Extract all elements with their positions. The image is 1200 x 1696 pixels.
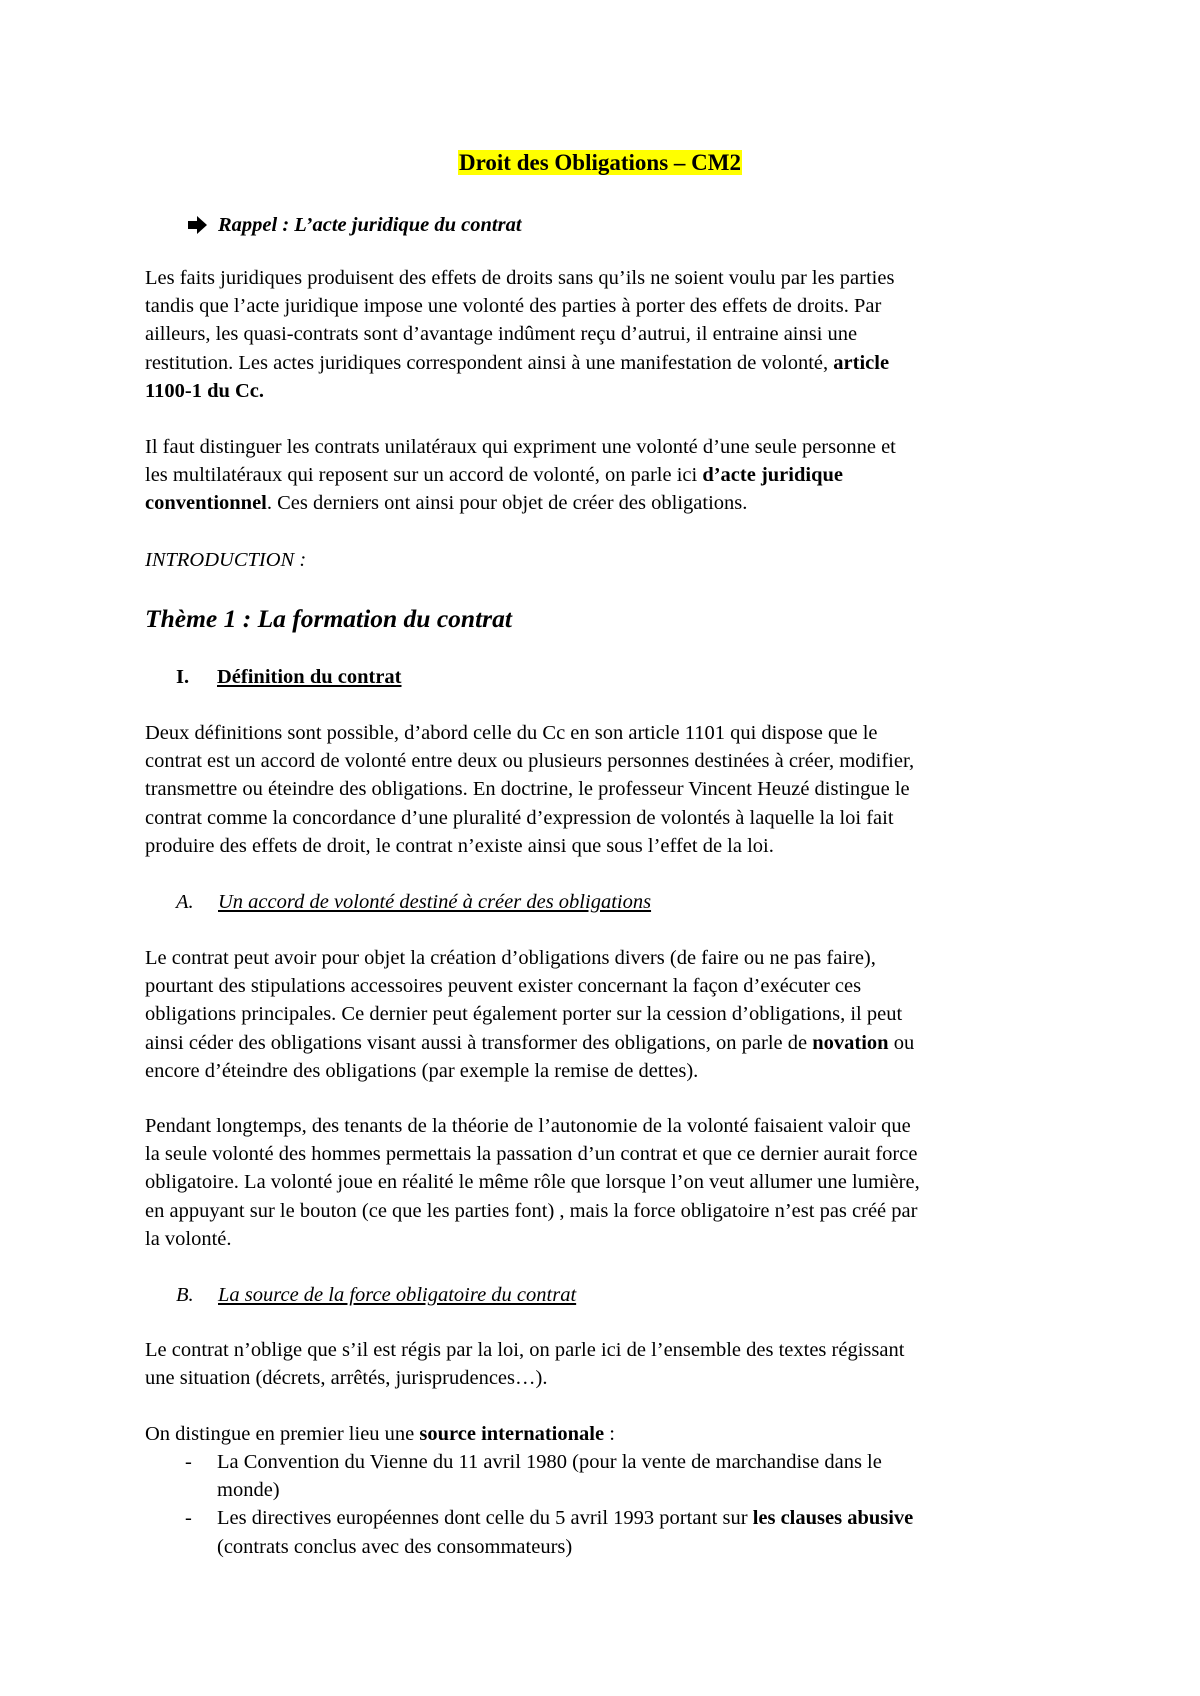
section-i-heading xyxy=(176,663,402,691)
list-item-text: Les directives européennes dont celle du 5 avril 1993 portant sur xyxy=(217,1507,753,1530)
section-title: Définition du contrat xyxy=(217,666,402,688)
paragraph-definitions: Deux définitions sont possible, d’abord celle du Cc en son article 1101 qui dispose que le contrat est un accord de volonté entre deux ou plusieurs personnes destinées à créer, modifier, transmettre ou éteindre des obligations. En doctrine, le professeur Vincent Heuzé distingue le contrat comme la concordance d’une pluralité d’expression de volontés à laquelle la loi fait produire des effets de droit, le contrat n’existe ainsi que sous l’effet de la loi. xyxy=(145,722,915,857)
section-number: I. xyxy=(176,666,190,688)
paragraph-text: ou encore d’éteindre des obligations (par exemple la remise de dettes). xyxy=(145,1031,915,1082)
rappel-heading xyxy=(186,211,522,239)
paragraph-source-loi: Le contrat n’oblige que s’il est régis par la loi, on parle ici de l’ensemble des textes régissant une situation (décrets, arrêtés, jurisprudences…). xyxy=(145,1339,905,1390)
section-number: A. xyxy=(176,891,194,913)
paragraph-faits-juridiques xyxy=(145,264,1075,405)
list-item xyxy=(145,1448,1075,1504)
article-reference: article 1100-1 du Cc. xyxy=(145,351,890,402)
paragraph-autonomie-volonte: Pendant longtemps, des tenants de la théorie de l’autonomie de la volonté faisaient valoir que la seule volonté des hommes permettais la passation d’un contrat et que ce dernier aurait force obligatoire. La volonté joue en réalité le même rôle que lorsque l’on veut allumer une lumière, en appuyant sur le bouton (ce que les parties font) , mais la force obligatoire n’est pas créé par la volonté. xyxy=(145,1115,920,1250)
bullet-list xyxy=(145,1448,1075,1561)
section-title: La source de la force obligatoire du contrat xyxy=(218,1284,577,1306)
page-title xyxy=(0,148,1200,178)
rappel-text: Rappel : L’acte juridique du contrat xyxy=(218,214,522,236)
paragraph-text: . Ces derniers ont ainsi pour objet de créer des obligations. xyxy=(266,492,748,515)
list-item-text: La Convention du Vienne du 11 avril 1980 (pour la vente de marchandise dans le monde) xyxy=(217,1451,882,1502)
list-item-body xyxy=(217,1504,1075,1560)
paragraph-objet-contrat xyxy=(145,944,1075,1085)
paragraph-text: Il faut distinguer les contrats unilatéraux qui expriment une volonté d’une seule personne et les multilatéraux qui reposent sur un accord de volonté, on parle ici xyxy=(145,436,896,487)
paragraph-source-internationale xyxy=(145,1420,1075,1448)
paragraph-text: On distingue en premier lieu une xyxy=(145,1423,420,1445)
bold-term: les clauses abusive xyxy=(752,1507,914,1530)
list-dash: - xyxy=(185,1451,192,1473)
list-item-body xyxy=(217,1448,1075,1504)
bold-term: novation xyxy=(812,1031,889,1054)
paragraph-text: : xyxy=(604,1423,615,1445)
introduction-heading: INTRODUCTION : xyxy=(145,549,307,571)
section-b-heading xyxy=(176,1281,576,1309)
paragraph-text: Le contrat peut avoir pour objet la création d’obligations divers (de faire ou ne pas faire), pourtant des stipulations accessoires peuvent exister concernant la façon d’exécuter ces obligations principales. Ce dernier peut également porter sur la cession d’obligations, il peut ainsi céder des obligations visant aussi à transformer des obligations, on parle de xyxy=(145,947,903,1054)
list-item xyxy=(145,1504,1075,1560)
theme-heading: Thème 1 : La formation du contrat xyxy=(145,604,512,633)
paragraph-text: Les faits juridiques produisent des effets de droits sans qu’ils ne soient voulu par les parties tandis que l’acte juridique impose une volonté des parties à porter des effets de droits. Par ailleurs, les quasi-contrats sont d’avantage indûment reçu d’autrui, il entraine ainsi une restitution. Les actes juridiques correspondent ainsi à une manifestation de volonté, xyxy=(145,267,895,374)
list-dash: - xyxy=(185,1507,192,1530)
section-a-heading xyxy=(176,888,651,916)
page-title-text: Droit des Obligations – CM2 xyxy=(459,150,741,175)
right-arrow-icon xyxy=(186,215,208,235)
bold-term: d’acte juridique conventionnel xyxy=(145,464,843,515)
paragraph-contrats-unilateraux xyxy=(145,433,1075,518)
list-item-text: (contrats conclus avec des consommateurs) xyxy=(217,1535,573,1558)
section-number: B. xyxy=(176,1284,194,1306)
bold-term: source internationale xyxy=(419,1423,605,1445)
section-title: Un accord de volonté destiné à créer des obligations xyxy=(218,891,652,913)
